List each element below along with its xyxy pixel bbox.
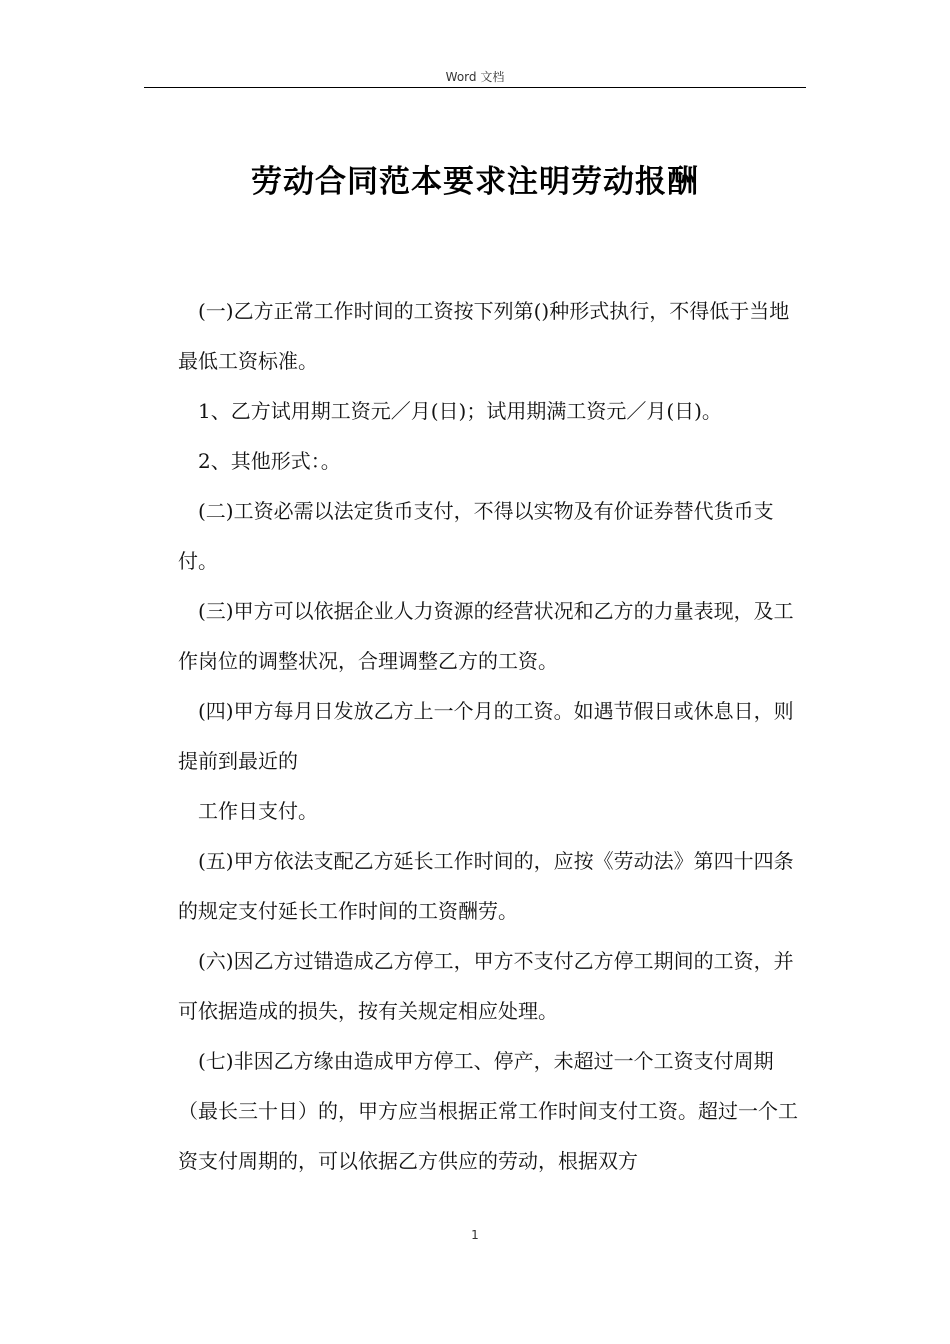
paragraph-7: 工作日支付。 xyxy=(198,799,318,823)
header-label: Word 文档 xyxy=(445,70,505,84)
document-title: 劳动合同范本要求注明劳动报酬 xyxy=(251,164,699,200)
paragraph-3: 2、其他形式：。 xyxy=(198,449,341,473)
paragraph-6: (四)甲方每月日发放乙方上一个月的工资。如遇节假日或休息日，则提前到最近的 xyxy=(178,699,794,773)
paragraph-2: 1、乙方试用期工资元／月(日)；试用期满工资元／月(日)。 xyxy=(198,399,722,423)
page-number: 1 xyxy=(471,1228,479,1242)
paragraph-4: (二)工资必需以法定货币支付，不得以实物及有价证券替代货币支付。 xyxy=(178,499,774,573)
paragraph-9: (六)因乙方过错造成乙方停工，甲方不支付乙方停工期间的工资，并可依据造成的损失，按有关规定相应处理。 xyxy=(178,949,794,1023)
paragraph-5: (三)甲方可以依据企业人力资源的经营状况和乙方的力量表现，及工作岗位的调整状况，合理调整乙方的工资。 xyxy=(178,599,794,673)
paragraph-10: (七)非因乙方缘由造成甲方停工、停产，未超过一个工资支付周期（最长三十日）的，甲方应当根据正常工作时间支付工资。超过一个工资支付周期的，可以依据乙方供应的劳动，根据双方 xyxy=(178,1049,798,1173)
document-body xyxy=(178,286,808,1186)
paragraph-8: (五)甲方依法支配乙方延长工作时间的，应按《劳动法》第四十四条的规定支付延长工作时间的工资酬劳。 xyxy=(178,849,794,923)
header-rule xyxy=(144,87,806,88)
paragraph-1: (一)乙方正常工作时间的工资按下列第()种形式执行，不得低于当地最低工资标准。 xyxy=(178,299,790,373)
